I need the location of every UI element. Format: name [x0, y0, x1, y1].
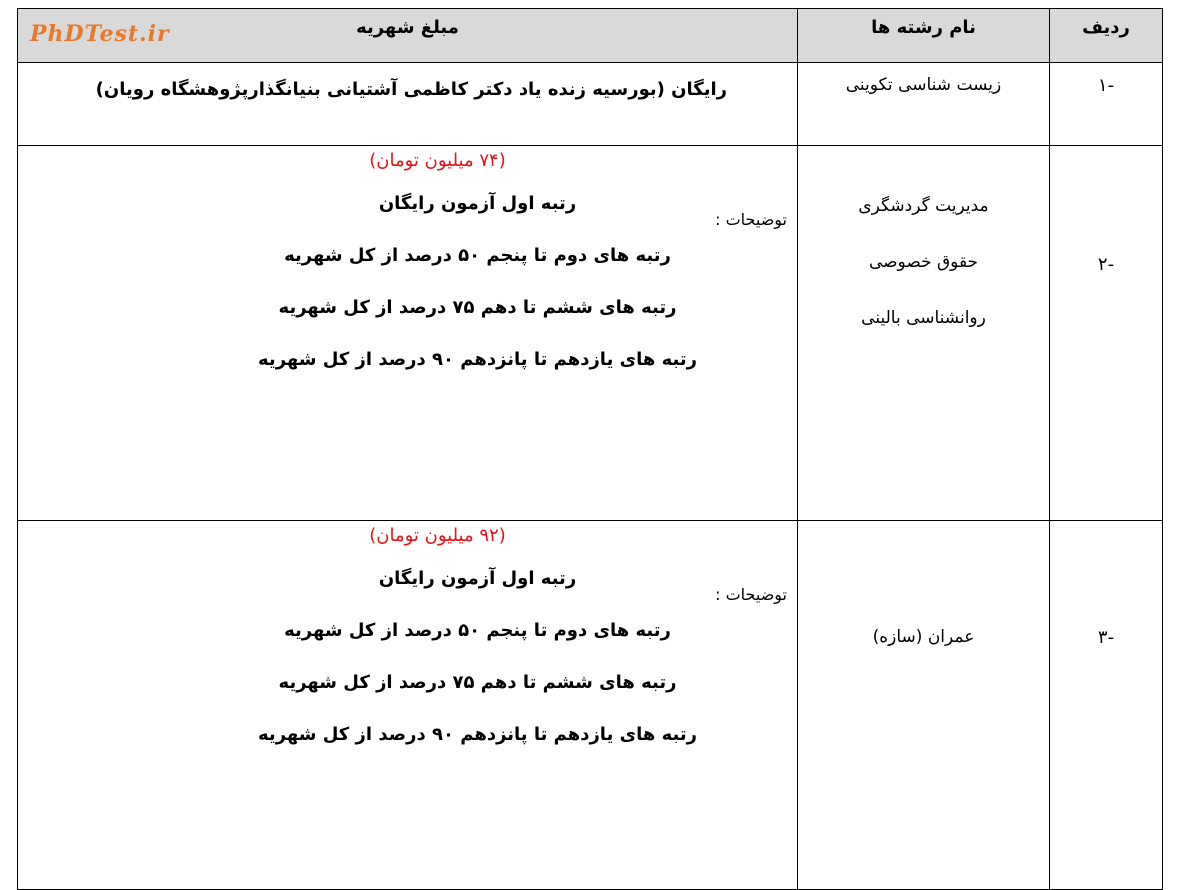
rank-discount-item: رتبه های دوم تا پنجم ۵۰ درصد از کل شهریه — [284, 245, 671, 266]
tuition-cell — [18, 521, 798, 890]
header-tuition: مبلغ شهریه PhDTest.ir — [18, 9, 798, 63]
field-name: حقوق خصوصی — [868, 252, 979, 272]
phdtest-logo[interactable]: PhDTest.ir — [30, 21, 170, 47]
tuition-table — [17, 8, 1163, 890]
row-number: -۳ — [1050, 521, 1163, 890]
table-row — [18, 521, 1163, 890]
tuition-amount: (۹۲ میلیون تومان) — [369, 525, 506, 546]
field-names-cell — [798, 146, 1050, 521]
rank-discount-item: رتبه های یازدهم تا پانزدهم ۹۰ درصد از کل شهریه — [258, 724, 697, 745]
rank-discount-item: رتبه های ششم تا دهم ۷۵ درصد از کل شهریه — [278, 297, 677, 318]
tuition-cell — [18, 146, 798, 521]
table-row — [18, 146, 1163, 521]
tuition-free-text: رایگان (بورسیه زنده یاد دکتر کاظمی آشتیانی بنیانگذارپژوهشگاه رویان) — [18, 63, 798, 146]
rank-discount-list — [18, 546, 797, 776]
header-row-number: ردیف — [1050, 9, 1163, 63]
rank-discount-item: رتبه های دوم تا پنجم ۵۰ درصد از کل شهریه — [284, 620, 671, 641]
field-name: زیست شناسی تکوینی — [798, 63, 1050, 146]
row-number: -۱ — [1050, 63, 1163, 146]
rank-discount-item: رتبه های یازدهم تا پانزدهم ۹۰ درصد از کل شهریه — [258, 349, 697, 370]
notes-label: توضیحات : — [715, 210, 787, 229]
field-name: مدیریت گردشگری — [858, 196, 989, 216]
rank-discount-item: رتبه اول آزمون رایگان — [378, 193, 577, 214]
row-number: -۲ — [1050, 146, 1163, 521]
table-header-row — [18, 9, 1163, 63]
rank-discount-list — [18, 171, 797, 401]
notes-label: توضیحات : — [715, 585, 787, 604]
field-name: روانشناسی بالینی — [861, 308, 986, 328]
tuition-amount: (۷۴ میلیون تومان) — [369, 150, 506, 171]
header-field-name: نام رشته ها — [798, 9, 1050, 63]
table-row — [18, 63, 1163, 146]
rank-discount-item: رتبه های ششم تا دهم ۷۵ درصد از کل شهریه — [278, 672, 677, 693]
rank-discount-item: رتبه اول آزمون رایگان — [378, 568, 577, 589]
field-name: عمران (سازه) — [798, 521, 1050, 890]
